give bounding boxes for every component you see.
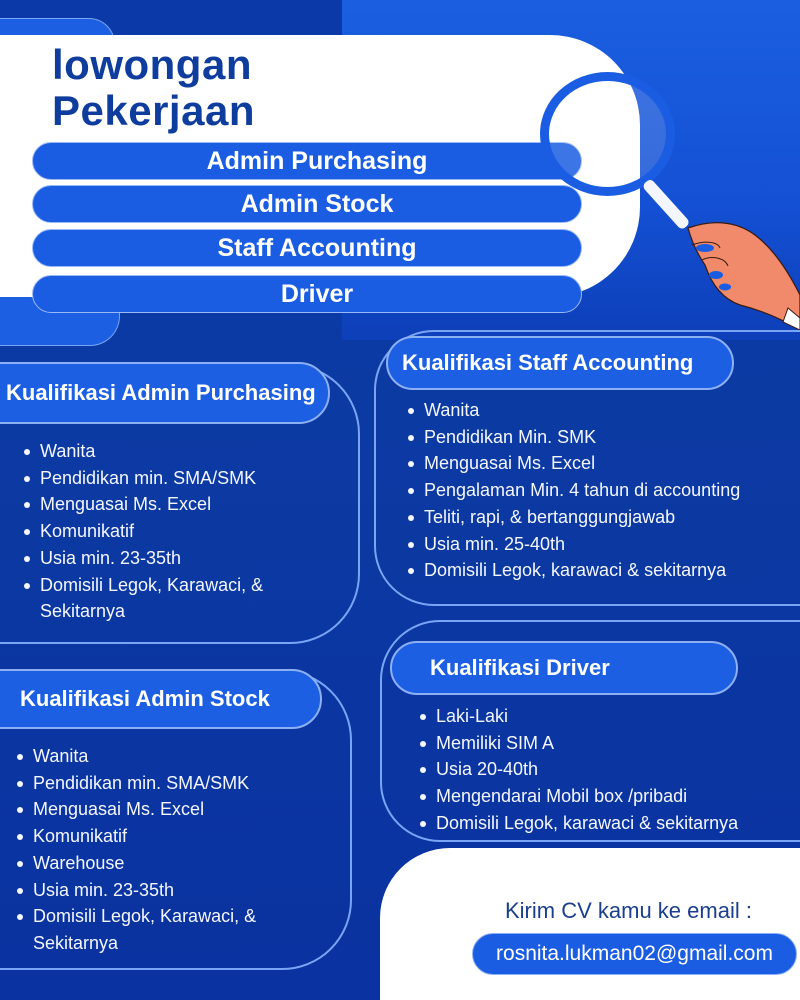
magnifier-icon	[540, 72, 675, 196]
card-title: Kualifikasi Admin Stock	[20, 686, 270, 711]
card-title: Kualifikasi Admin Purchasing	[6, 380, 316, 405]
hand-icon	[680, 200, 800, 330]
position-label: Admin Stock	[240, 189, 394, 218]
list-staff-accounting	[408, 397, 740, 584]
position-admin-stock	[32, 185, 582, 223]
list-item: Domisili Legok, karawaci & sekitarnya	[420, 810, 738, 837]
list-item: Wanita	[17, 743, 256, 770]
page-title	[52, 42, 255, 134]
list-admin-stock	[17, 743, 256, 957]
list-driver	[420, 703, 738, 837]
list-item: Domisili Legok, Karawaci, &	[24, 572, 263, 599]
email-link[interactable]	[472, 933, 797, 975]
list-item: Pengalaman Min. 4 tahun di accounting	[408, 477, 740, 504]
list-item: Menguasai Ms. Excel	[24, 491, 263, 518]
list-item: Usia min. 23-35th	[17, 877, 256, 904]
position-admin-purchasing	[32, 142, 582, 180]
list-item: Menguasai Ms. Excel	[408, 450, 740, 477]
card-title: Kualifikasi Driver	[430, 655, 610, 680]
list-item: Usia min. 25-40th	[408, 531, 740, 558]
list-item: Pendidikan min. SMA/SMK	[24, 465, 263, 492]
list-item-continuation: Sekitarnya	[40, 601, 126, 622]
position-label: Staff Accounting	[217, 233, 417, 262]
list-item-continuation: Sekitarnya	[33, 932, 119, 953]
list-admin-purchasing	[24, 438, 263, 625]
position-driver	[32, 275, 582, 313]
list-item: Warehouse	[17, 850, 256, 877]
position-staff-accounting	[32, 229, 582, 267]
list-item: Mengendarai Mobil box /pribadi	[420, 783, 738, 810]
contact-label: Kirim CV kamu ke email :	[505, 898, 752, 923]
card-title: Kualifikasi Staff Accounting	[402, 350, 694, 375]
list-item: Menguasai Ms. Excel	[17, 796, 256, 823]
list-item: Pendidikan min. SMA/SMK	[17, 770, 256, 797]
list-item: Wanita	[408, 397, 740, 424]
list-item: Wanita	[24, 438, 263, 465]
list-item: Komunikatif	[24, 518, 263, 545]
list-item: Memiliki SIM A	[420, 730, 738, 757]
list-item: Domisili Legok, karawaci & sekitarnya	[408, 557, 740, 584]
email-text[interactable]: rosnita.lukman02@gmail.com	[496, 942, 773, 965]
title-line-1: lowongan	[52, 41, 252, 88]
card-header-admin-stock	[0, 669, 322, 729]
contact-panel	[380, 848, 800, 1000]
list-item: Pendidikan Min. SMK	[408, 424, 740, 451]
list-item: Teliti, rapi, & bertanggungjawab	[408, 504, 740, 531]
list-item: Usia 20-40th	[420, 756, 738, 783]
list-item: Laki-Laki	[420, 703, 738, 730]
card-header-admin-purchasing	[0, 362, 330, 424]
list-item: Usia min. 23-35th	[24, 545, 263, 572]
position-label: Driver	[280, 279, 354, 308]
list-item: Domisili Legok, Karawaci, &	[17, 903, 256, 930]
card-header-driver	[390, 641, 738, 695]
title-line-2: Pekerjaan	[52, 87, 255, 134]
position-label: Admin Purchasing	[206, 146, 428, 175]
card-header-staff-accounting	[386, 336, 734, 390]
list-item: Komunikatif	[17, 823, 256, 850]
